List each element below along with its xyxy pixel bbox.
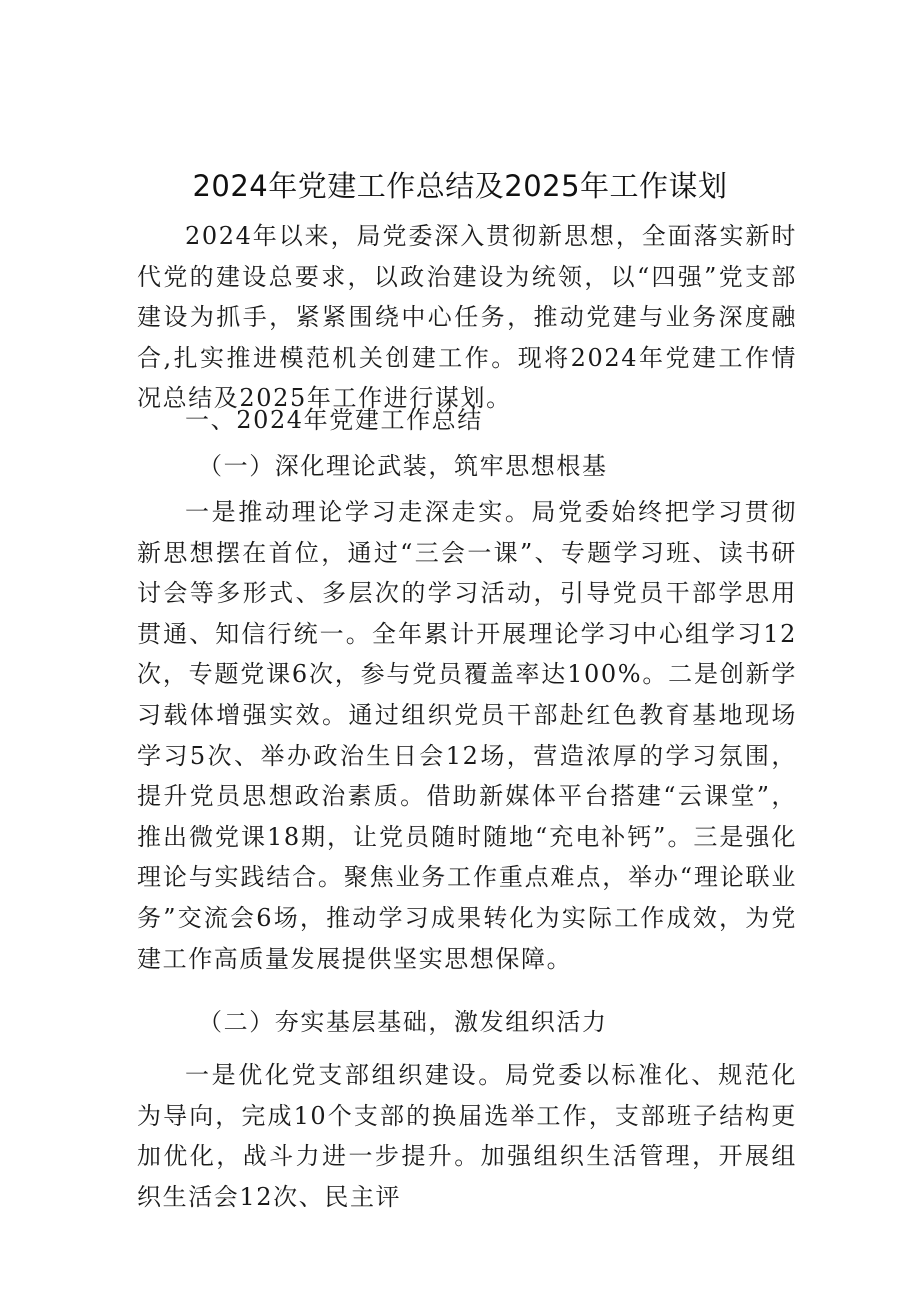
section-1-heading: 一、2024年党建工作总结 xyxy=(185,406,483,434)
document-title: 2024年党建工作总结及2025年工作谋划 xyxy=(192,169,728,203)
subsection-1-body-block xyxy=(137,492,797,979)
subsection-2-body-block xyxy=(137,1055,797,1217)
subsection-1-heading: （一）深化理论武装，筑牢思想根基 xyxy=(198,452,608,480)
subsection-2-paragraph: 一是优化党支部组织建设。局党委以标准化、规范化为导向，完成10个支部的换届选举工作，支部班子结构更加优化，战斗力进一步提升。加强组织生活管理，开展组织生活会12次、民主评 xyxy=(137,1061,797,1211)
intro-paragraph: 2024年以来，局党委深入贯彻新思想，全面落实新时代党的建设总要求，以政治建设为统领，以“四强”党支部建设为抓手，紧紧围绕中心任务，推动党建与业务深度融合,扎实推进模范机关创建工作。现将2024年党建工作情况总结及2025年工作进行谋划。 xyxy=(137,222,797,413)
intro-paragraph-block xyxy=(137,216,797,419)
subsection-2-heading: （二）夯实基层基础，激发组织活力 xyxy=(198,1008,608,1036)
subsection-1-paragraph: 一是推动理论学习走深走实。局党委始终把学习贯彻新思想摆在首位，通过“三会一课”、专题学习班、读书研讨会等多形式、多层次的学习活动，引导党员干部学思用贯通、知信行统一。全年累计开展理论学习中心组学习12次，专题党课6次，参与党员覆盖率达100%。二是创新学习载体增强实效。通过组织党员干部赴红色教育基地现场学习5次、举办政治生日会12场，营造浓厚的学习氛围，提升党员思想政治素质。借助新媒体平台搭建“云课堂”，推出微党课18期，让党员随时随地“充电补钙”。三是强化理论与实践结合。聚焦业务工作重点难点，举办“理论联业务”交流会6场，推动学习成果转化为实际工作成效，为党建工作高质量发展提供坚实思想保障。 xyxy=(137,498,797,973)
